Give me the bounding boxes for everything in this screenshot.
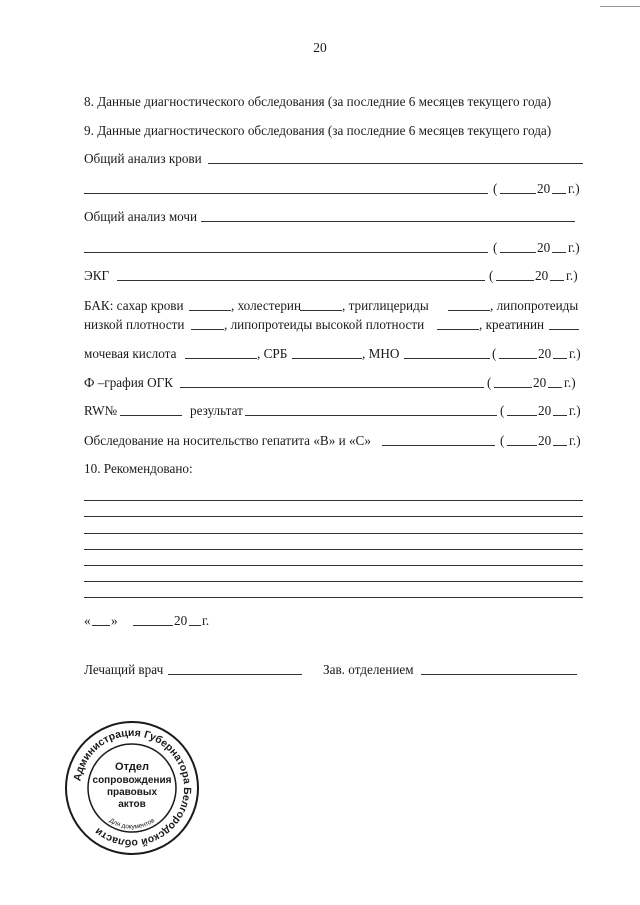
urine-test-field-2[interactable] bbox=[84, 252, 488, 253]
ecg-year-field[interactable] bbox=[550, 280, 564, 281]
blood-year-field[interactable] bbox=[552, 193, 566, 194]
bak-label: БАК: сахар крови bbox=[84, 298, 184, 313]
ecg-year-suffix: г.) bbox=[566, 268, 578, 283]
cholesterol-label: , холестерин bbox=[231, 298, 302, 313]
hdl-label: , липопротеиды высокой плотности bbox=[224, 317, 425, 332]
fluoro-year-prefix: 20 bbox=[533, 375, 547, 390]
section-9-heading: 9. Данные диагностического обследования (за последние 6 месяцев текущего года) bbox=[84, 123, 552, 138]
rw-date-field[interactable] bbox=[507, 415, 537, 416]
ecg-date-field[interactable] bbox=[496, 280, 534, 281]
ecg-year-prefix: 20 bbox=[535, 268, 549, 283]
date-month-field[interactable] bbox=[133, 625, 173, 626]
stamp-bottom-text: Для документов bbox=[107, 817, 157, 831]
urine-open-paren: ( bbox=[493, 240, 498, 255]
hepatitis-year-field[interactable] bbox=[553, 445, 567, 446]
page-corner-mark bbox=[600, 0, 640, 7]
recommendation-line[interactable] bbox=[84, 516, 583, 517]
rw-open-paren: ( bbox=[500, 403, 505, 418]
section-10-heading: 10. Рекомендовано: bbox=[84, 461, 193, 476]
blood-date-field[interactable] bbox=[500, 193, 536, 194]
rw-result-label: результат bbox=[190, 403, 243, 418]
rw-result-field[interactable] bbox=[245, 415, 497, 416]
page-number: 20 bbox=[313, 40, 327, 55]
uric-acid-label: мочевая кислота bbox=[84, 346, 177, 361]
fluoro-year-field[interactable] bbox=[548, 387, 562, 388]
fluoro-open-paren: ( bbox=[487, 375, 492, 390]
blood-year-prefix: 20 bbox=[537, 181, 551, 196]
section-8-heading: 8. Данные диагностического обследования (за последние 6 месяцев текущего года) bbox=[84, 94, 552, 109]
attending-doctor-label: Лечащий врач bbox=[84, 662, 164, 677]
stamp-line4: актов bbox=[118, 799, 146, 810]
ecg-field[interactable] bbox=[117, 280, 485, 281]
urine-test-field[interactable] bbox=[201, 221, 575, 222]
crp-field[interactable] bbox=[292, 358, 362, 359]
blood-test-field-2[interactable] bbox=[84, 193, 488, 194]
inr-year-field[interactable] bbox=[553, 358, 567, 359]
fluoro-year-suffix: г.) bbox=[564, 375, 576, 390]
recommendation-line[interactable] bbox=[84, 533, 583, 534]
blood-test-label: Общий анализ крови bbox=[84, 151, 202, 166]
stamp-ring-text: Администрация Губернатора Белгородской области bbox=[71, 726, 194, 850]
stamp-line1: Отдел bbox=[115, 761, 149, 773]
blood-test-field[interactable] bbox=[208, 163, 583, 164]
rw-year-prefix: 20 bbox=[538, 403, 552, 418]
creatinine-label: , креатинин bbox=[479, 317, 545, 332]
stamp-line3: правовых bbox=[106, 787, 158, 798]
ldl-label: низкой плотности bbox=[84, 317, 185, 332]
recommendation-line[interactable] bbox=[84, 581, 583, 582]
rw-year-suffix: г.) bbox=[569, 403, 581, 418]
hepatitis-year-suffix: г.) bbox=[569, 433, 581, 448]
hepatitis-label: Обследование на носительство гепатита «В» и «С» bbox=[84, 433, 371, 448]
hepatitis-field[interactable] bbox=[382, 445, 495, 446]
urine-date-field[interactable] bbox=[500, 252, 536, 253]
cholesterol-field[interactable] bbox=[300, 310, 342, 311]
date-open-quote: « bbox=[84, 613, 91, 628]
ecg-open-paren: ( bbox=[489, 268, 494, 283]
date-year-suffix: г. bbox=[202, 613, 210, 628]
fluorography-field[interactable] bbox=[180, 387, 484, 388]
inr-field[interactable] bbox=[404, 358, 490, 359]
fluorography-label: Ф –графия ОГК bbox=[84, 375, 174, 390]
inr-year-prefix: 20 bbox=[538, 346, 552, 361]
urine-year-prefix: 20 bbox=[537, 240, 551, 255]
hepatitis-open-paren: ( bbox=[500, 433, 505, 448]
stamp-line2: сопровождения bbox=[92, 775, 172, 786]
hdl-field[interactable] bbox=[437, 329, 479, 330]
recommendation-line[interactable] bbox=[84, 565, 583, 566]
crp-label: , СРБ bbox=[257, 346, 288, 361]
urine-year-suffix: г.) bbox=[568, 240, 580, 255]
inr-open-paren: ( bbox=[492, 346, 497, 361]
hepatitis-date-field[interactable] bbox=[507, 445, 537, 446]
ecg-label: ЭКГ bbox=[84, 268, 110, 283]
official-stamp bbox=[62, 718, 202, 858]
inr-date-field[interactable] bbox=[499, 358, 537, 359]
rw-number-field[interactable] bbox=[120, 415, 182, 416]
department-head-label: Зав. отделением bbox=[323, 662, 414, 677]
uric-acid-field[interactable] bbox=[185, 358, 257, 359]
rw-year-field[interactable] bbox=[553, 415, 567, 416]
triglycerides-label: , триглицериды bbox=[342, 298, 429, 313]
blood-open-paren: ( bbox=[493, 181, 498, 196]
sugar-field[interactable] bbox=[189, 310, 231, 311]
hepatitis-year-prefix: 20 bbox=[538, 433, 552, 448]
urine-test-label: Общий анализ мочи bbox=[84, 209, 198, 224]
attending-doctor-signature-field[interactable] bbox=[168, 674, 302, 675]
ldl-field[interactable] bbox=[191, 329, 224, 330]
creatinine-field[interactable] bbox=[549, 329, 579, 330]
date-close-quote: » bbox=[111, 613, 118, 628]
date-year-prefix: 20 bbox=[174, 613, 188, 628]
rw-label: RW№ bbox=[84, 403, 118, 418]
triglycerides-field[interactable] bbox=[448, 310, 490, 311]
date-year-field[interactable] bbox=[189, 625, 201, 626]
date-day-field[interactable] bbox=[92, 625, 110, 626]
department-head-signature-field[interactable] bbox=[421, 674, 577, 675]
inr-label: , МНО bbox=[362, 346, 400, 361]
recommendation-line[interactable] bbox=[84, 597, 583, 598]
inr-year-suffix: г.) bbox=[569, 346, 581, 361]
recommendation-line[interactable] bbox=[84, 549, 583, 550]
lipoproteins-label: , липопротеиды bbox=[490, 298, 579, 313]
fluoro-date-field[interactable] bbox=[494, 387, 532, 388]
urine-year-field[interactable] bbox=[552, 252, 566, 253]
blood-year-suffix: г.) bbox=[568, 181, 580, 196]
recommendation-line[interactable] bbox=[84, 500, 583, 501]
